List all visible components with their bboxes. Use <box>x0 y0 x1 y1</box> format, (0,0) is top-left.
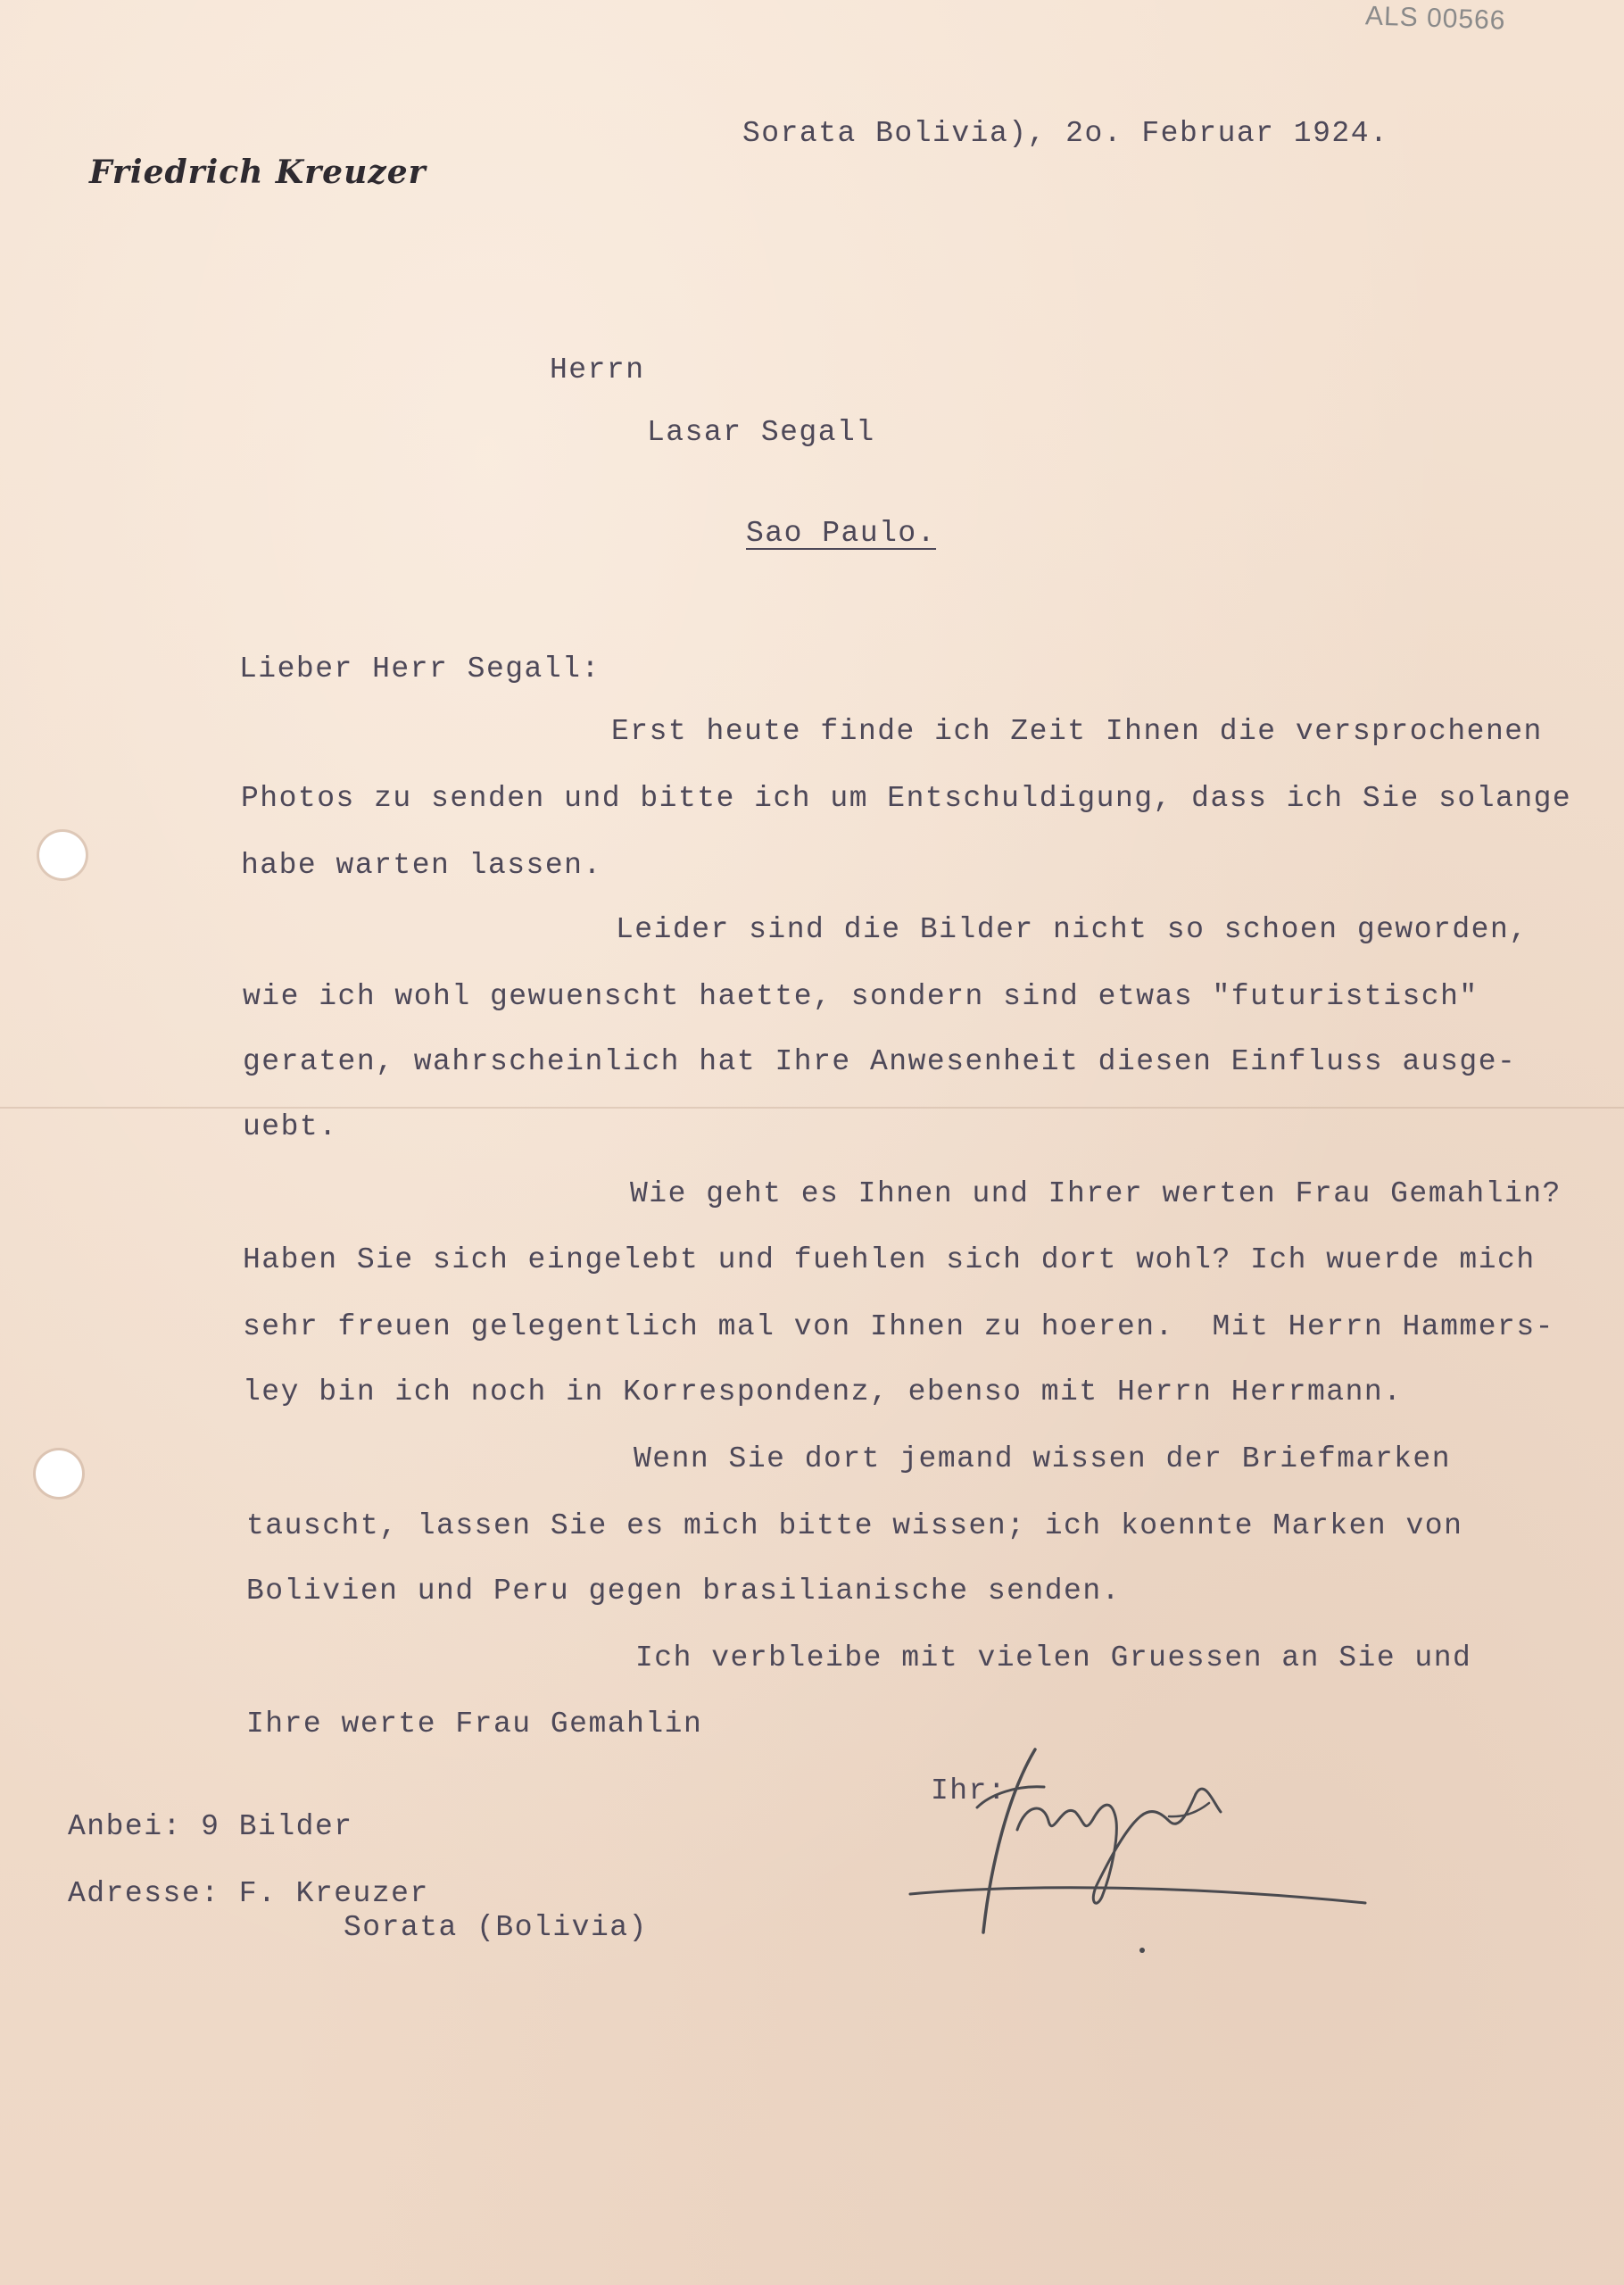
archive-id: ALS 00566 <box>1364 1 1507 36</box>
body-line: sehr freuen gelegentlich mal von Ihnen zu hoeren. Mit Herrn Hammers- <box>243 1310 1554 1343</box>
address-line-2: Sorata (Bolivia) <box>344 1911 648 1944</box>
body-line: habe warten lassen. <box>241 849 602 882</box>
greeting: Lieber Herr Segall: <box>239 652 601 686</box>
body-line: Erst heute finde ich Zeit Ihnen die versprochenen <box>611 715 1543 748</box>
body-line: Ihre werte Frau Gemahlin <box>246 1708 703 1741</box>
signature <box>901 1732 1383 1964</box>
body-line: Leider sind die Bilder nicht so schoen geworden, <box>616 913 1529 946</box>
closing: Ihr: <box>931 1774 1007 1807</box>
body-line: ley bin ich noch in Korrespondenz, ebenso mit Herrn Herrmann. <box>243 1375 1403 1408</box>
address-line-1: Adresse: F. Kreuzer <box>68 1877 429 1910</box>
recipient-title: Herrn <box>550 353 645 386</box>
enclosure-note: Anbei: 9 Bilder <box>68 1810 353 1843</box>
body-line: uebt. <box>243 1110 338 1143</box>
punch-hole <box>36 1450 82 1497</box>
body-line: Wenn Sie dort jemand wissen der Briefmarken <box>634 1442 1452 1475</box>
body-line: wie ich wohl gewuenscht haette, sondern sind etwas "futuristisch" <box>243 980 1479 1013</box>
paper-fold <box>0 1107 1624 1109</box>
recipient-city: Sao Paulo. <box>746 517 937 550</box>
body-line: Ich verbleibe mit vielen Gruessen an Sie und <box>635 1641 1472 1674</box>
body-line: Wie geht es Ihnen und Ihrer werten Frau Gemahlin? <box>630 1177 1562 1210</box>
body-line: Bolivien und Peru gegen brasilianische senden. <box>246 1575 1121 1608</box>
body-line: geraten, wahrscheinlich hat Ihre Anwesenheit diesen Einfluss ausge- <box>243 1045 1517 1078</box>
date-line: Sorata Bolivia), 2o. Februar 1924. <box>742 117 1389 150</box>
letterhead: Friedrich Kreuzer <box>89 154 427 191</box>
punch-hole <box>39 832 86 878</box>
body-line: Haben Sie sich eingelebt und fuehlen sich dort wohl? Ich wuerde mich <box>243 1243 1536 1276</box>
body-line: tauscht, lassen Sie es mich bitte wissen; ich koennte Marken von <box>246 1509 1463 1542</box>
body-line: Photos zu senden und bitte ich um Entschuldigung, dass ich Sie solange <box>241 782 1572 815</box>
recipient-name: Lasar Segall <box>647 416 875 449</box>
